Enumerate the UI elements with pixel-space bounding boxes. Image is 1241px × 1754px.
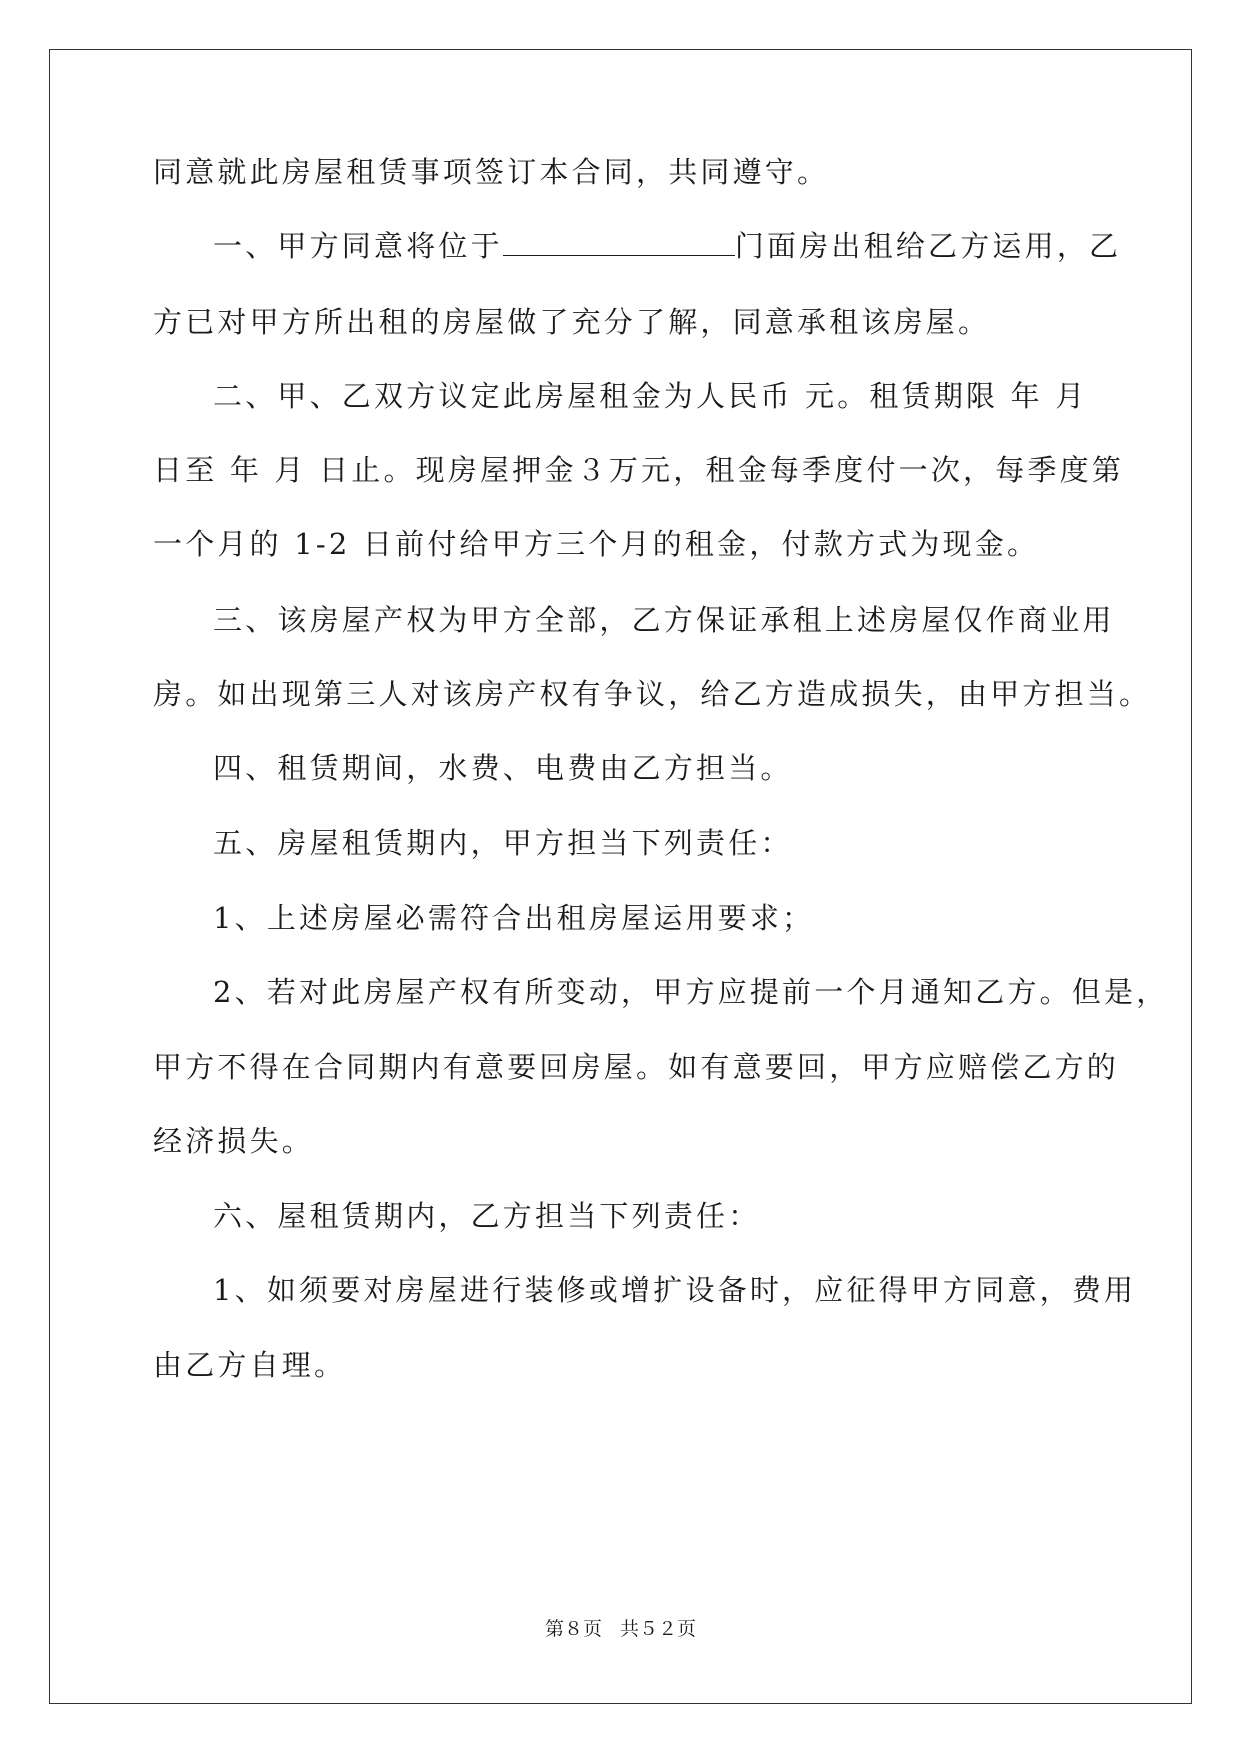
text-line: 甲方不得在合同期内有意要回房屋。如有意要回，甲方应赔偿乙方的 [153, 1050, 1120, 1084]
text-line: 一个月的 1-2 日前付给甲方三个月的租金，付款方式为现金。 [153, 527, 1040, 561]
text-segment: 门面房出租给乙方运用，乙 [734, 229, 1122, 263]
text-line [213, 226, 1121, 266]
page-border [49, 49, 1192, 1704]
page-number: 第８页 [544, 1618, 602, 1640]
text-line: 经济损失。 [153, 1124, 315, 1158]
text-line: 四、租赁期间，水费、电费由乙方担当。 [213, 751, 793, 785]
text-line: 二、甲、乙双方议定此房屋租金为人民币 元。租赁期限 年 月 [213, 379, 1088, 413]
text-line: 2、若对此房屋产权有所变动，甲方应提前一个月通知乙方。但是， [213, 975, 1169, 1009]
page-footer [0, 1614, 1241, 1641]
text-line: 六、屋租赁期内，乙方担当下列责任： [213, 1199, 761, 1233]
text-line: 方已对甲方所出租的房屋做了充分了解，同意承租该房屋。 [153, 305, 991, 339]
text-line: 1、上述房屋必需符合出租房屋运用要求； [213, 901, 815, 935]
text-line: 三、该房屋产权为甲方全部，乙方保证承租上述房屋仅作商业用 [213, 603, 1115, 637]
text-line: 1、如须要对房屋进行装修或增扩设备时，应征得甲方同意，费用 [213, 1273, 1137, 1307]
text-line: 由乙方自理。 [153, 1348, 347, 1382]
text-segment: 一、甲方同意将位于 [213, 229, 503, 263]
text-line: 同意就此房屋租赁事项签订本合同，共同遵守。 [153, 155, 830, 189]
text-line: 五、房屋租赁期内，甲方担当下列责任： [213, 826, 793, 860]
total-pages: 共５２页 [620, 1618, 697, 1640]
fill-in-blank [503, 227, 735, 256]
text-line: 日至 年 月 日止。现房屋押金３万元，租金每季度付一次，每季度第 [153, 453, 1125, 487]
text-line: 房。如出现第三人对该房产权有争议，给乙方造成损失，由甲方担当。 [153, 677, 1152, 711]
